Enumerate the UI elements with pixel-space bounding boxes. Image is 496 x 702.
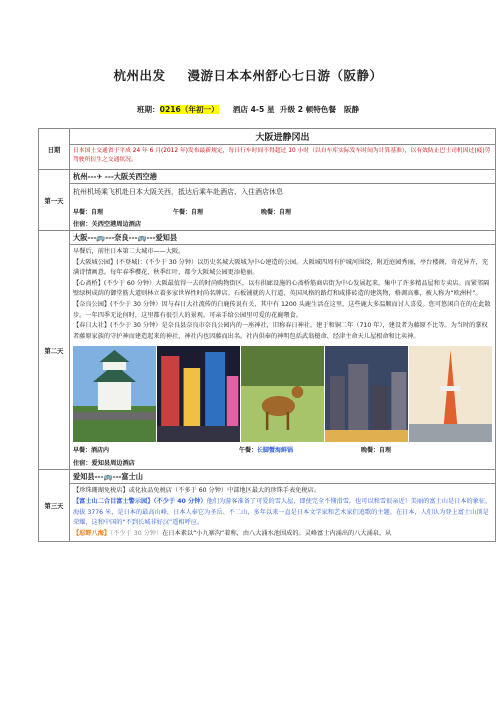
tokyo-tower-photo <box>409 346 492 442</box>
day-2-nara-park: 【奈良公园】(不少于 30 分钟）因与春日大社流传的白鹿传说有关，其中有 1200 头鹿生活在这里，这些鹿大多温顺而讨人喜爱。您可悠闲自在的在此散步。一年四季无论何时，这里都有很引人的景观。可亲手给公园里可爱的花鹿喂食。 <box>73 300 491 319</box>
day-1-hotel: 住宿：关西空港周边酒店 <box>73 221 142 228</box>
day-1-meals <box>73 207 492 216</box>
day-2-breakfast: 早餐：酒店内 <box>73 447 110 455</box>
day-2-content <box>70 231 496 470</box>
day-1-route: 杭州---✈ ---大阪关西空港 <box>70 170 495 184</box>
day-2-label: 第二天 <box>39 231 70 470</box>
day-3-pearl-shop: 【珍珠珊瑚免税店】或化妆品免税店（不多于 60 分钟）中部地区最大的珍珠手表免税店。 <box>73 487 320 495</box>
day-1-content <box>70 170 496 231</box>
day-1-lunch: 午餐：自理 <box>173 209 204 216</box>
day-2-osaka-castle: 【大阪城公园】(不登城)：(不少于 30 分钟）以历史名城大阪城为中心建造的公园。大阪城四周有护城河围绕，附近庭园秀丽，亭台楼阁，奇花异卉，充满诗情画意。每年春季樱花、秋季红叶，都令大阪城公园更添艳丽。 <box>73 258 489 277</box>
day-1-label: 第一天 <box>39 170 70 231</box>
day-2-intro: 早餐后，前往日本第二大城市——大阪。 <box>73 248 185 255</box>
traffic-notice: 日本国土交通省于平成 24 年 6 月(2012 年)发布最新规定，每日行车时间不得超过 10 小时（以自车库实际发车时间为计算基准），以有效防止巴士司机因过(疲)劳驾驶所衍生之交通状况。 <box>70 145 496 170</box>
day-3-fuji-park <box>73 497 492 529</box>
itinerary-table <box>38 128 496 542</box>
day-2-kasuga-taisha: 【春日大社】(不少于 30 分钟）是奈良县奈良市奈良公园内的一座神社，旧称春日神社。建于和铜二年（710 年），建设者为藤原不比等。为当时的掌权者藤原家族的守护神而建造起来的神社，神社内也因藤而出名。社内供奉的神明包括武翁槌命、经津主命天儿屋根命和比卖神。 <box>73 322 488 340</box>
osaka-castle-photo <box>73 346 156 442</box>
day-3-fuji-body: 他们为游客准备了可爱的雪人屋，即使完全不懂滑雪，也可以和雪很亲近！美丽的富士山是日本的象征，海拔 3776 米，是日本的最高山峰，日本人奉它为圣岳、不二山，多年以来一直是日本文学家和艺术家们追歌的主题。在日本，人们认为登上富士山顶是荣耀，这和中国的“不到长城非好汉”遥相呼应。 <box>73 497 492 527</box>
day-3-oshino-time: （不少于 30 分钟） <box>110 529 163 537</box>
day-3-label: 第三天 <box>39 470 70 542</box>
title-departure: 杭州出发 <box>113 68 166 83</box>
shinsaibashi-photo <box>157 346 240 442</box>
day-3-content <box>70 470 496 542</box>
schedule-label: 班期： <box>136 105 160 114</box>
route-code: 阪静 <box>343 105 360 114</box>
nara-deer-photo <box>241 346 324 442</box>
day-2-route: 大阪---🚌---奈良---🚌---爱知县 <box>70 231 495 245</box>
day-1-dinner: 晚餐：自理 <box>261 209 292 216</box>
day-2-lunch-label: 午餐： <box>239 447 258 455</box>
page-title <box>0 66 496 84</box>
day-3-route: 爱知县---🚌---富士山 <box>70 470 495 484</box>
day-3-oshino <box>73 529 492 540</box>
hotel-grade: 酒店 4-5 星 <box>232 105 275 114</box>
day-2-meals <box>73 445 492 454</box>
day-3-oshino-head: 【忍野八海】 <box>73 529 111 537</box>
day-2-lunch-value: 长脚蟹海鲜锅 <box>257 447 294 455</box>
day-2-shinsaibashi: 【心斋桥】(不少于 60 分钟）大阪最值得一去的时尚购物街区，以有拱廊设施的心斋桥筋商店街为中心发展起来，集中了许多精品屋和专卖店。而紧邻隔壁绿树成荫的御堂筋大道则林立着多家世界性时尚名牌店。石板铺就的人行道、英国风格的路灯和咸排砖造的建筑物，格调高雅，被人称为“欧洲村”。 <box>73 279 490 298</box>
schedule-line <box>0 104 496 115</box>
city-night-photo <box>325 346 408 442</box>
day-2-hotel: 住宿：爱知县周边酒店 <box>73 460 135 468</box>
day-2-photos <box>73 346 492 442</box>
header-day: 日期 <box>39 129 70 170</box>
title-tour-name: 漫游日本本州舒心七日游（阪静） <box>187 68 383 83</box>
day-1-desc: 杭州机场乘飞机赴日本大阪关西，抵达后乘车赴酒店、入住酒店休息 <box>73 188 283 196</box>
day-3-oshino-body: 在日本素以“小九寨沟”着称，由八大涌水池围成的。灵峰富士内涌出的八大涌泉，从 <box>162 529 392 537</box>
header-title: 大阪进静冈出 <box>70 129 496 145</box>
day-3-fuji-head: 【富士山二合目富士警示园】（不少于 40 分钟） <box>73 497 207 505</box>
day-2-dinner: 晚餐：自理 <box>361 447 392 455</box>
schedule-code: 0216（年初一） <box>159 105 219 114</box>
meal-upgrade: 升级 2 顿特色餐 <box>279 105 336 114</box>
day-1-breakfast: 早餐：自理 <box>73 209 104 216</box>
